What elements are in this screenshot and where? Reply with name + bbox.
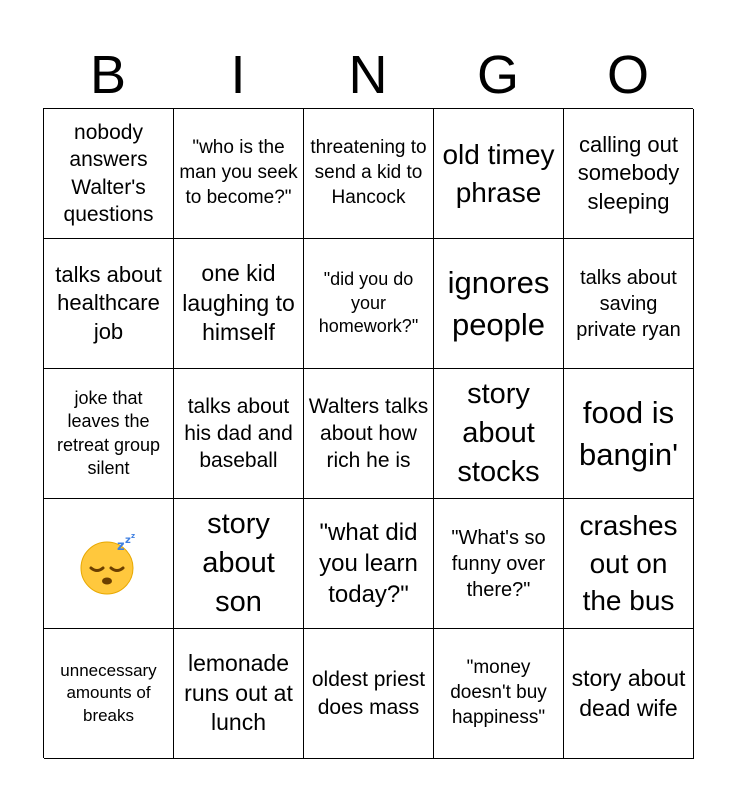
cell-text: unnecessary amounts of breaks — [60, 661, 157, 725]
bingo-cell[interactable] — [564, 369, 694, 499]
bingo-cell[interactable] — [44, 369, 174, 499]
bingo-cell[interactable] — [44, 239, 174, 369]
bingo-cell[interactable] — [434, 239, 564, 369]
header-letter-b: B — [89, 45, 127, 105]
header-letter-g: G — [476, 45, 519, 105]
bingo-cell[interactable] — [174, 499, 304, 629]
header-letter-i: I — [230, 45, 246, 105]
cell-text: ignores people — [447, 264, 550, 342]
cell-text: threatening to send a kid to Hancock — [310, 137, 427, 208]
cell-text: calling out somebody sleeping — [577, 131, 680, 214]
cell-text: story about son — [202, 507, 275, 619]
cell-text: "who is the man you seek to become?" — [179, 137, 298, 208]
bingo-header — [43, 42, 693, 108]
cell-text: "what did you learn today?" — [319, 518, 418, 609]
cell-text: lemonade runs out at lunch — [184, 649, 293, 736]
cell-text: "What's so funny over there?" — [451, 526, 546, 601]
bingo-cell[interactable] — [174, 109, 304, 239]
cell-text: nobody answers Walter's questions — [63, 120, 154, 226]
cell-text: "did you do your homework?" — [318, 269, 419, 337]
cell-text: "money doesn't buy happiness" — [450, 657, 547, 728]
svg-text:z: z — [130, 531, 135, 540]
svg-text:z: z — [124, 534, 131, 546]
header-letter-n: N — [348, 45, 388, 105]
bingo-cell[interactable] — [564, 629, 694, 759]
bingo-cell[interactable] — [434, 369, 564, 499]
bingo-cell[interactable] — [304, 499, 434, 629]
bingo-cell[interactable] — [434, 499, 564, 629]
cell-text: story about stocks — [457, 377, 540, 489]
bingo-cell[interactable] — [434, 109, 564, 239]
bingo-cell[interactable] — [44, 109, 174, 239]
cell-text: food is bangin' — [578, 394, 678, 472]
bingo-cell-free[interactable] — [44, 499, 174, 629]
cell-text: story about dead wife — [571, 664, 686, 721]
cell-text: talks about saving private ryan — [576, 266, 681, 341]
cell-text: joke that leaves the retreat group silent — [56, 387, 161, 478]
bingo-cell[interactable] — [304, 629, 434, 759]
cell-text: crashes out on the bus — [579, 509, 678, 617]
cell-text: Walters talks about how rich he is — [308, 394, 429, 473]
svg-text:z: z — [116, 538, 125, 554]
bingo-cell[interactable] — [304, 239, 434, 369]
cell-text: talks about healthcare job — [55, 261, 162, 344]
bingo-cell[interactable] — [304, 369, 434, 499]
cell-text: one kid laughing to himself — [182, 259, 295, 346]
bingo-cell[interactable] — [304, 109, 434, 239]
bingo-cell[interactable] — [174, 369, 304, 499]
sleeping-face-icon — [77, 532, 141, 596]
cell-text: talks about his dad and baseball — [184, 394, 293, 473]
bingo-card — [43, 108, 693, 758]
cell-text: old timey phrase — [442, 138, 555, 208]
bingo-cell[interactable] — [174, 629, 304, 759]
bingo-cell[interactable] — [174, 239, 304, 369]
bingo-cell[interactable] — [44, 629, 174, 759]
bingo-cell[interactable] — [434, 629, 564, 759]
cell-text: oldest priest does mass — [311, 668, 426, 719]
header-letter-o: O — [606, 45, 649, 105]
bingo-cell[interactable] — [564, 109, 694, 239]
bingo-cell[interactable] — [564, 239, 694, 369]
bingo-cell[interactable] — [564, 499, 694, 629]
